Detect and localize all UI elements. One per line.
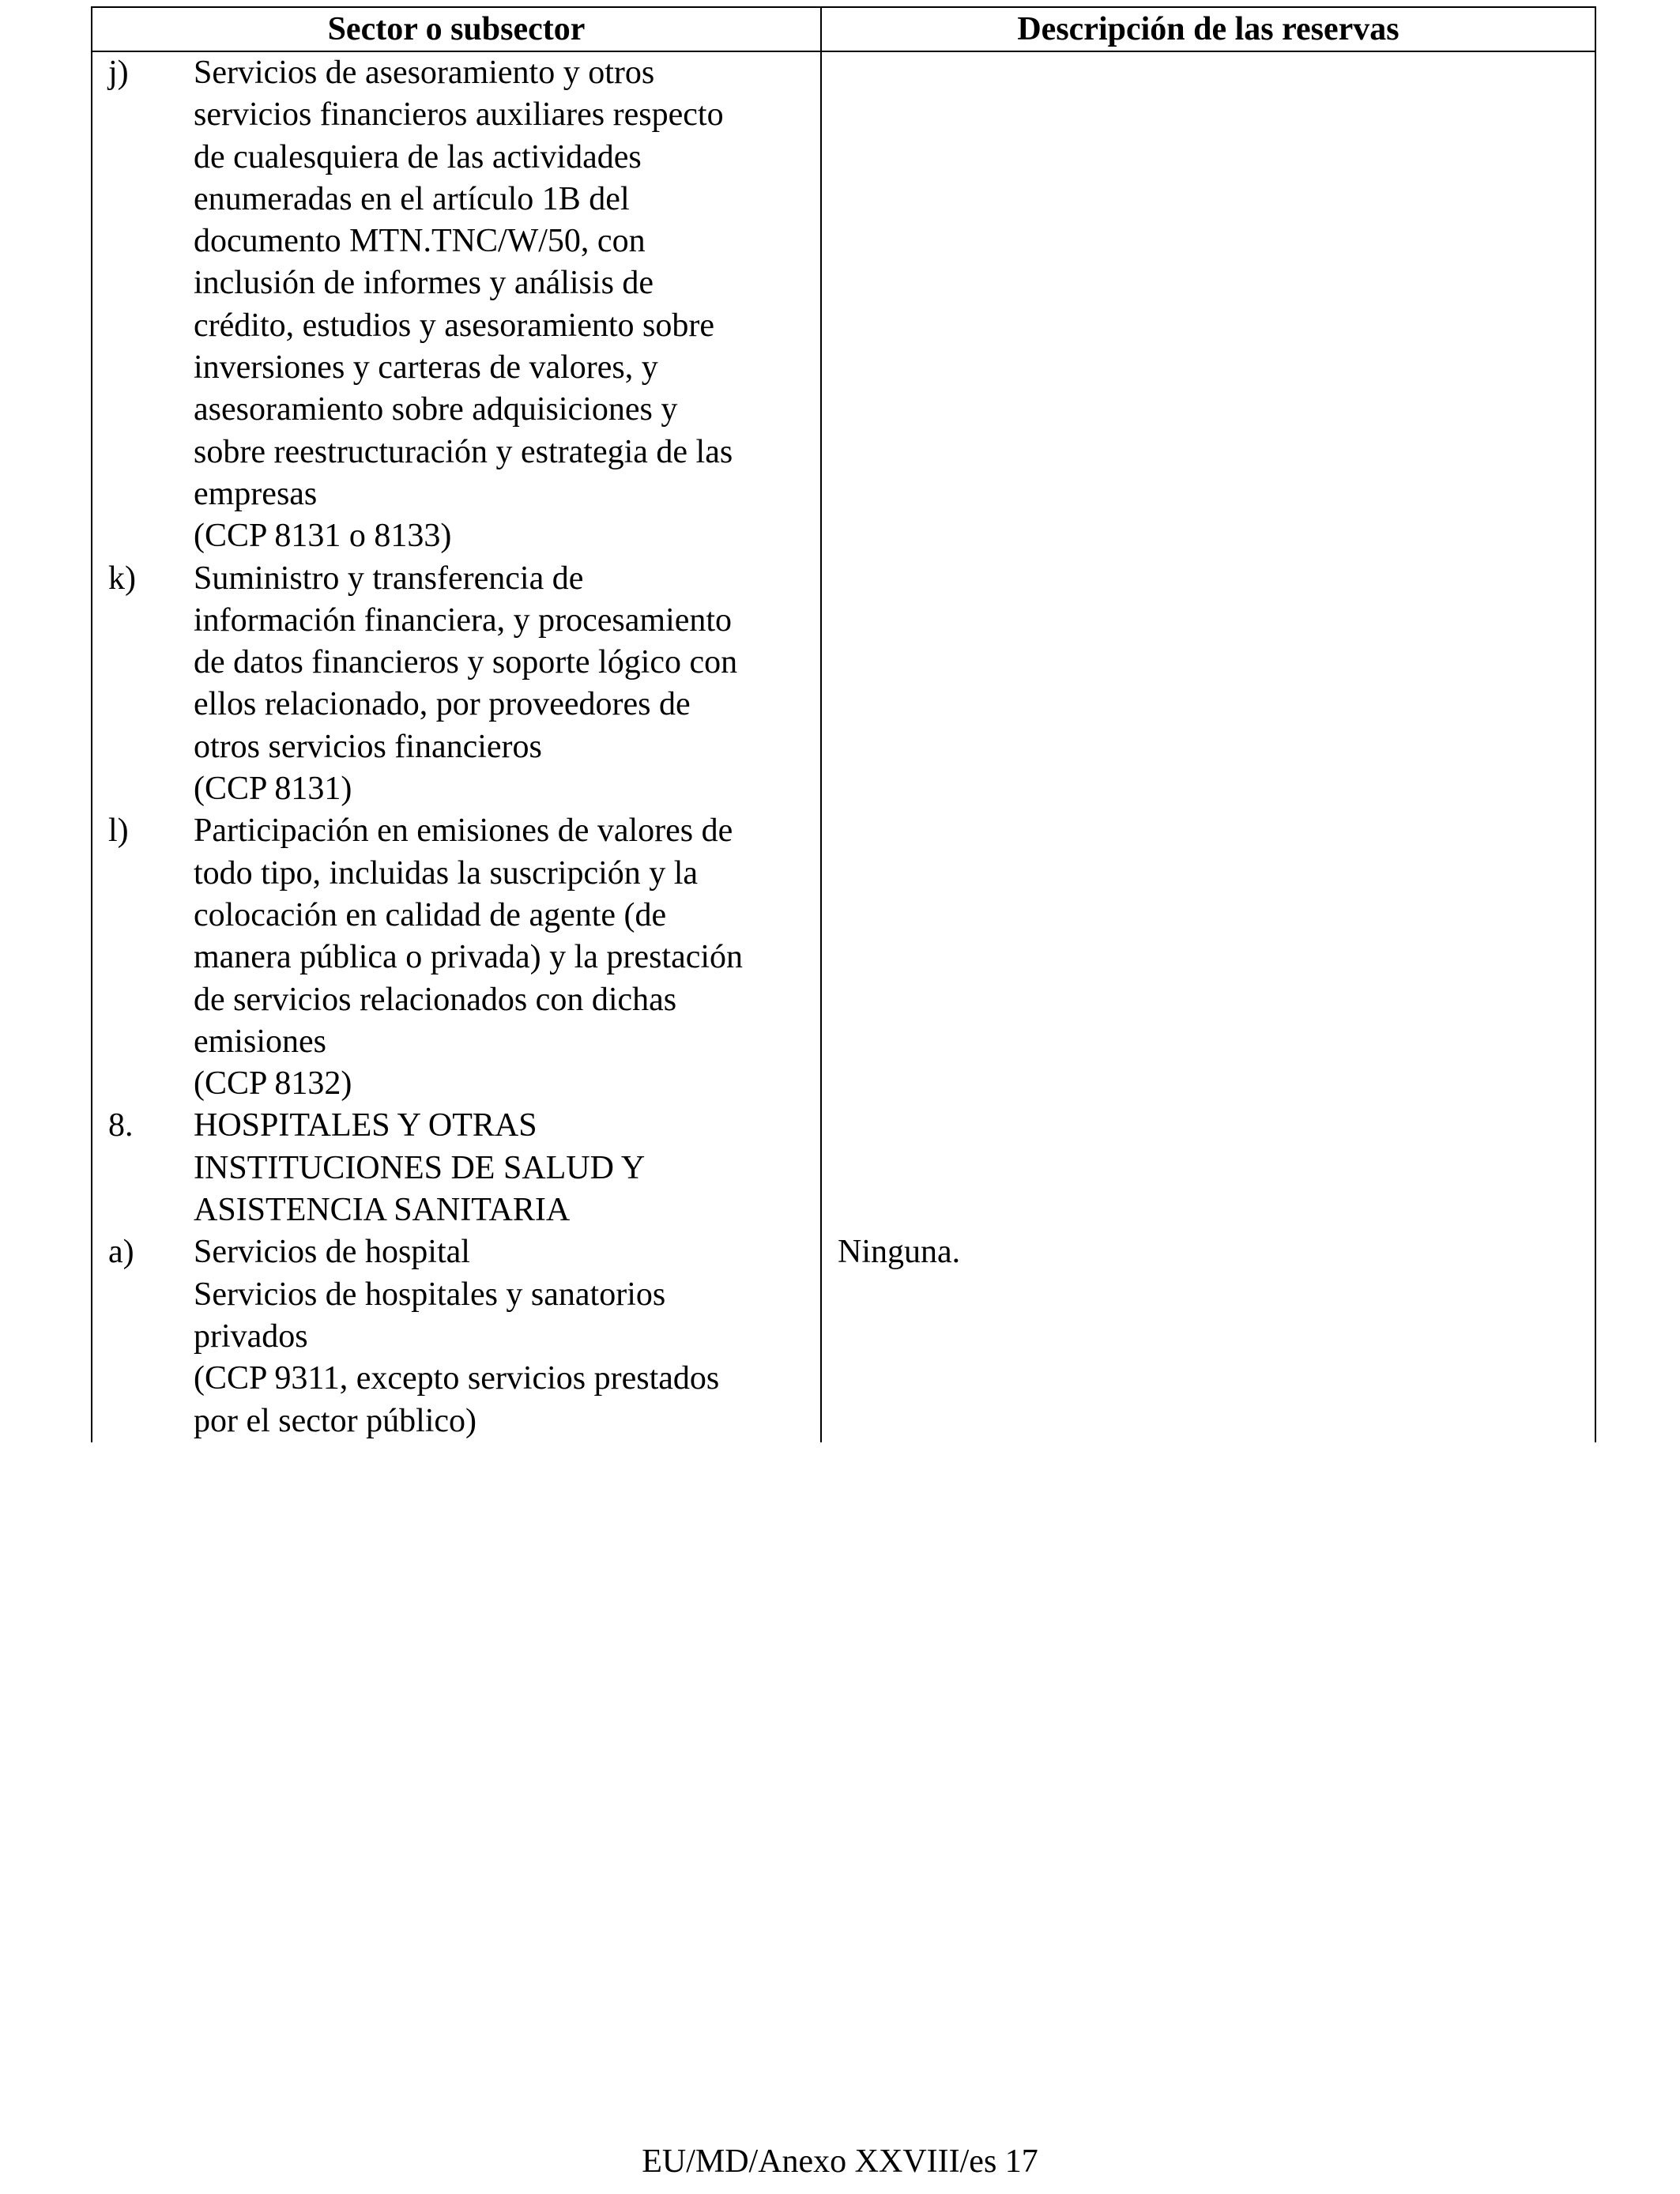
table-row [92, 1231, 1595, 1442]
entry-line: de servicios relacionados con dichas [194, 981, 677, 1018]
entry-line: sobre reestructuración y estrategia de las [194, 433, 733, 470]
entry-line: Servicios de hospital [194, 1234, 470, 1271]
description-cell: Ninguna. [821, 1231, 1595, 1442]
entry-line: de datos financieros y soporte lógico con [194, 644, 738, 681]
entry-line: información financiera, y procesamiento [194, 601, 733, 639]
header-description: Descripción de las reservas [821, 7, 1595, 51]
entry-line: INSTITUCIONES DE SALUD Y [194, 1149, 646, 1186]
sector-cell [92, 51, 821, 1231]
entry-line: HOSPITALES Y OTRAS [194, 1107, 537, 1144]
entry-line: por el sector público) [194, 1402, 477, 1439]
entry-line: privados [194, 1318, 308, 1355]
entry-line: Suministro y transferencia de [194, 560, 584, 597]
entry-line: (CCP 8131 o 8133) [194, 518, 452, 555]
table-header-row [92, 7, 1595, 51]
entry-line: colocación en calidad de agente (de [194, 896, 667, 933]
page-footer: EU/MD/Anexo XXVIII/es 17 [642, 2143, 1038, 2180]
entry-k [92, 558, 820, 811]
entry-label: j) [108, 55, 129, 91]
entry-line: manera pública o privada) y la prestación [194, 939, 744, 976]
entry-line: documento MTN.TNC/W/50, con [194, 223, 646, 260]
entry-line: ASISTENCIA SANITARIA [194, 1192, 571, 1229]
entry-text [194, 1231, 820, 1442]
entry-text [194, 1105, 820, 1231]
entry-line: inclusión de informes y análisis de [194, 265, 654, 302]
entry-label: a) [108, 1234, 134, 1271]
entry-line: de cualesquiera de las actividades [194, 138, 642, 175]
entry-line: otros servicios financieros [194, 728, 542, 765]
entry-text [194, 52, 820, 558]
entry-line: Servicios de asesoramiento y otros [194, 55, 655, 91]
entry-8 [92, 1105, 820, 1231]
entry-a [92, 1231, 820, 1442]
entry-line: emisiones [194, 1023, 326, 1060]
entry-line: ellos relacionado, por proveedores de [194, 686, 691, 723]
entry-line: Participación en emisiones de valores de [194, 812, 733, 850]
entry-line: crédito, estudios y asesoramiento sobre [194, 307, 714, 344]
entry-line: todo tipo, incluidas la suscripción y la [194, 854, 699, 892]
description-cell-empty [821, 51, 1595, 1231]
entry-j [92, 52, 820, 558]
entry-l [92, 810, 820, 1105]
entry-label: l) [108, 812, 129, 850]
entry-line: (CCP 9311, excepto servicios prestados [194, 1360, 720, 1397]
entry-line: enumeradas en el artículo 1B del [194, 180, 630, 217]
entry-line: asesoramiento sobre adquisiciones y [194, 391, 678, 428]
header-sector: Sector o subsector [92, 7, 821, 51]
entry-text [194, 810, 820, 1105]
entry-label: 8. [108, 1107, 134, 1144]
entry-text [194, 558, 820, 811]
entry-line: Servicios de hospitales y sanatorios [194, 1276, 666, 1313]
reservations-table [91, 6, 1596, 1442]
table-row [92, 51, 1595, 1231]
entry-label: k) [108, 560, 136, 597]
entry-line: servicios financieros auxiliares respecto [194, 96, 724, 134]
entry-line: (CCP 8131) [194, 771, 352, 808]
entry-line: empresas [194, 475, 318, 512]
entry-line: (CCP 8132) [194, 1065, 352, 1103]
sector-cell [92, 1231, 821, 1442]
entry-line: inversiones y carteras de valores, y [194, 349, 658, 386]
